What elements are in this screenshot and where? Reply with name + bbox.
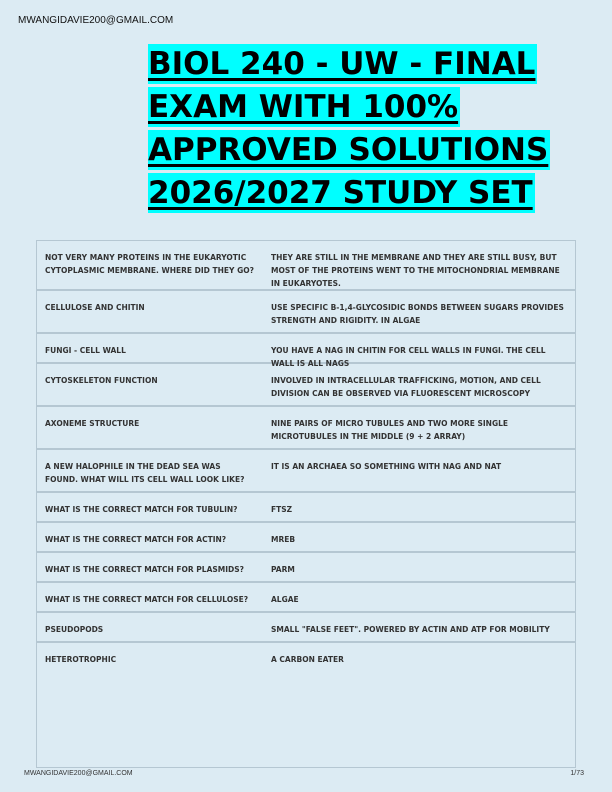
term-cell: NOT VERY MANY PROTEINS IN THE EUKARYOTIC CYTOPLASMIC MEMBRANE. WHERE DID THEY GO? bbox=[45, 253, 254, 275]
term-cell: WHAT IS THE CORRECT MATCH FOR CELLULOSE? bbox=[45, 595, 249, 604]
definition-cell: YOU HAVE A NAG IN CHITIN FOR CELL WALLS IN FUNGI. THE CELL WALL IS ALL NAGS bbox=[271, 346, 546, 368]
definition-cell: SMALL "FALSE FEET". POWERED BY ACTIN AND ATP FOR MOBILITY bbox=[271, 625, 550, 634]
document-title bbox=[148, 44, 588, 216]
term-cell: HETEROTROPHIC bbox=[45, 655, 117, 664]
header-email: MWANGIDAVIE200@GMAIL.COM bbox=[18, 15, 174, 26]
term-cell: A NEW HALOPHILE IN THE DEAD SEA WAS FOUND. WHAT WILL ITS CELL WALL LOOK LIKE? bbox=[45, 462, 245, 484]
definition-cell: PARM bbox=[271, 565, 295, 574]
term-cell: WHAT IS THE CORRECT MATCH FOR TUBULIN? bbox=[45, 505, 238, 514]
definition-cell: FTSZ bbox=[271, 505, 293, 514]
table-row bbox=[37, 583, 575, 613]
table-row bbox=[37, 364, 575, 407]
footer-email: MWANGIDAVIE200@GMAIL.COM bbox=[24, 770, 133, 777]
table-row bbox=[37, 493, 575, 523]
term-cell: AXONEME STRUCTURE bbox=[45, 419, 140, 428]
definition-cell: THEY ARE STILL IN THE MEMBRANE AND THEY ARE STILL BUSY, BUT MOST OF THE PROTEINS WENT TO THE MITOCHONDRIAL MEMBRANE IN EUKARYOTES. bbox=[271, 253, 560, 288]
title-line-3: APPROVED SOLUTIONS bbox=[148, 132, 549, 168]
definition-cell: NINE PAIRS OF MICRO TUBULES AND TWO MORE SINGLE MICROTUBULES IN THE MIDDLE (9 + 2 ARRAY) bbox=[271, 419, 508, 441]
table-row bbox=[37, 291, 575, 334]
definition-cell: ALGAE bbox=[271, 595, 299, 604]
term-cell: CELLULOSE AND CHITIN bbox=[45, 303, 145, 312]
term-cell: FUNGI - CELL WALL bbox=[45, 346, 126, 355]
flashcard-table bbox=[36, 240, 576, 768]
table-row bbox=[37, 241, 575, 291]
term-cell: WHAT IS THE CORRECT MATCH FOR PLASMIDS? bbox=[45, 565, 245, 574]
table-row bbox=[37, 523, 575, 553]
title-line-4: 2026/2027 STUDY SET bbox=[148, 175, 533, 211]
term-cell: CYTOSKELETON FUNCTION bbox=[45, 376, 158, 385]
title-line-2: EXAM WITH 100% bbox=[148, 89, 459, 125]
definition-cell: IT IS AN ARCHAEA SO SOMETHING WITH NAG AND NAT bbox=[271, 462, 502, 471]
table-row bbox=[37, 334, 575, 368]
definition-cell: MREB bbox=[271, 535, 296, 544]
term-cell: WHAT IS THE CORRECT MATCH FOR ACTIN? bbox=[45, 535, 227, 544]
table-row bbox=[37, 450, 575, 493]
definition-cell: INVOLVED IN INTRACELLULAR TRAFFICKING, MOTION, AND CELL DIVISION CAN BE OBSERVED VIA FLUORESCENT MICROSCOPY bbox=[271, 376, 541, 398]
definition-cell: A CARBON EATER bbox=[271, 655, 344, 664]
table-row bbox=[37, 643, 575, 767]
table-row bbox=[37, 553, 575, 583]
table-row bbox=[37, 407, 575, 450]
title-line-1: BIOL 240 - UW - FINAL bbox=[148, 46, 536, 82]
table-row bbox=[37, 613, 575, 643]
definition-cell: USE SPECIFIC B-1,4-GLYCOSIDIC BONDS BETWEEN SUGARS PROVIDES STRENGTH AND RIGIDITY. IN ALGAE bbox=[271, 303, 564, 325]
page-number: 1/73 bbox=[570, 770, 584, 777]
term-cell: PSEUDOPODS bbox=[45, 625, 104, 634]
